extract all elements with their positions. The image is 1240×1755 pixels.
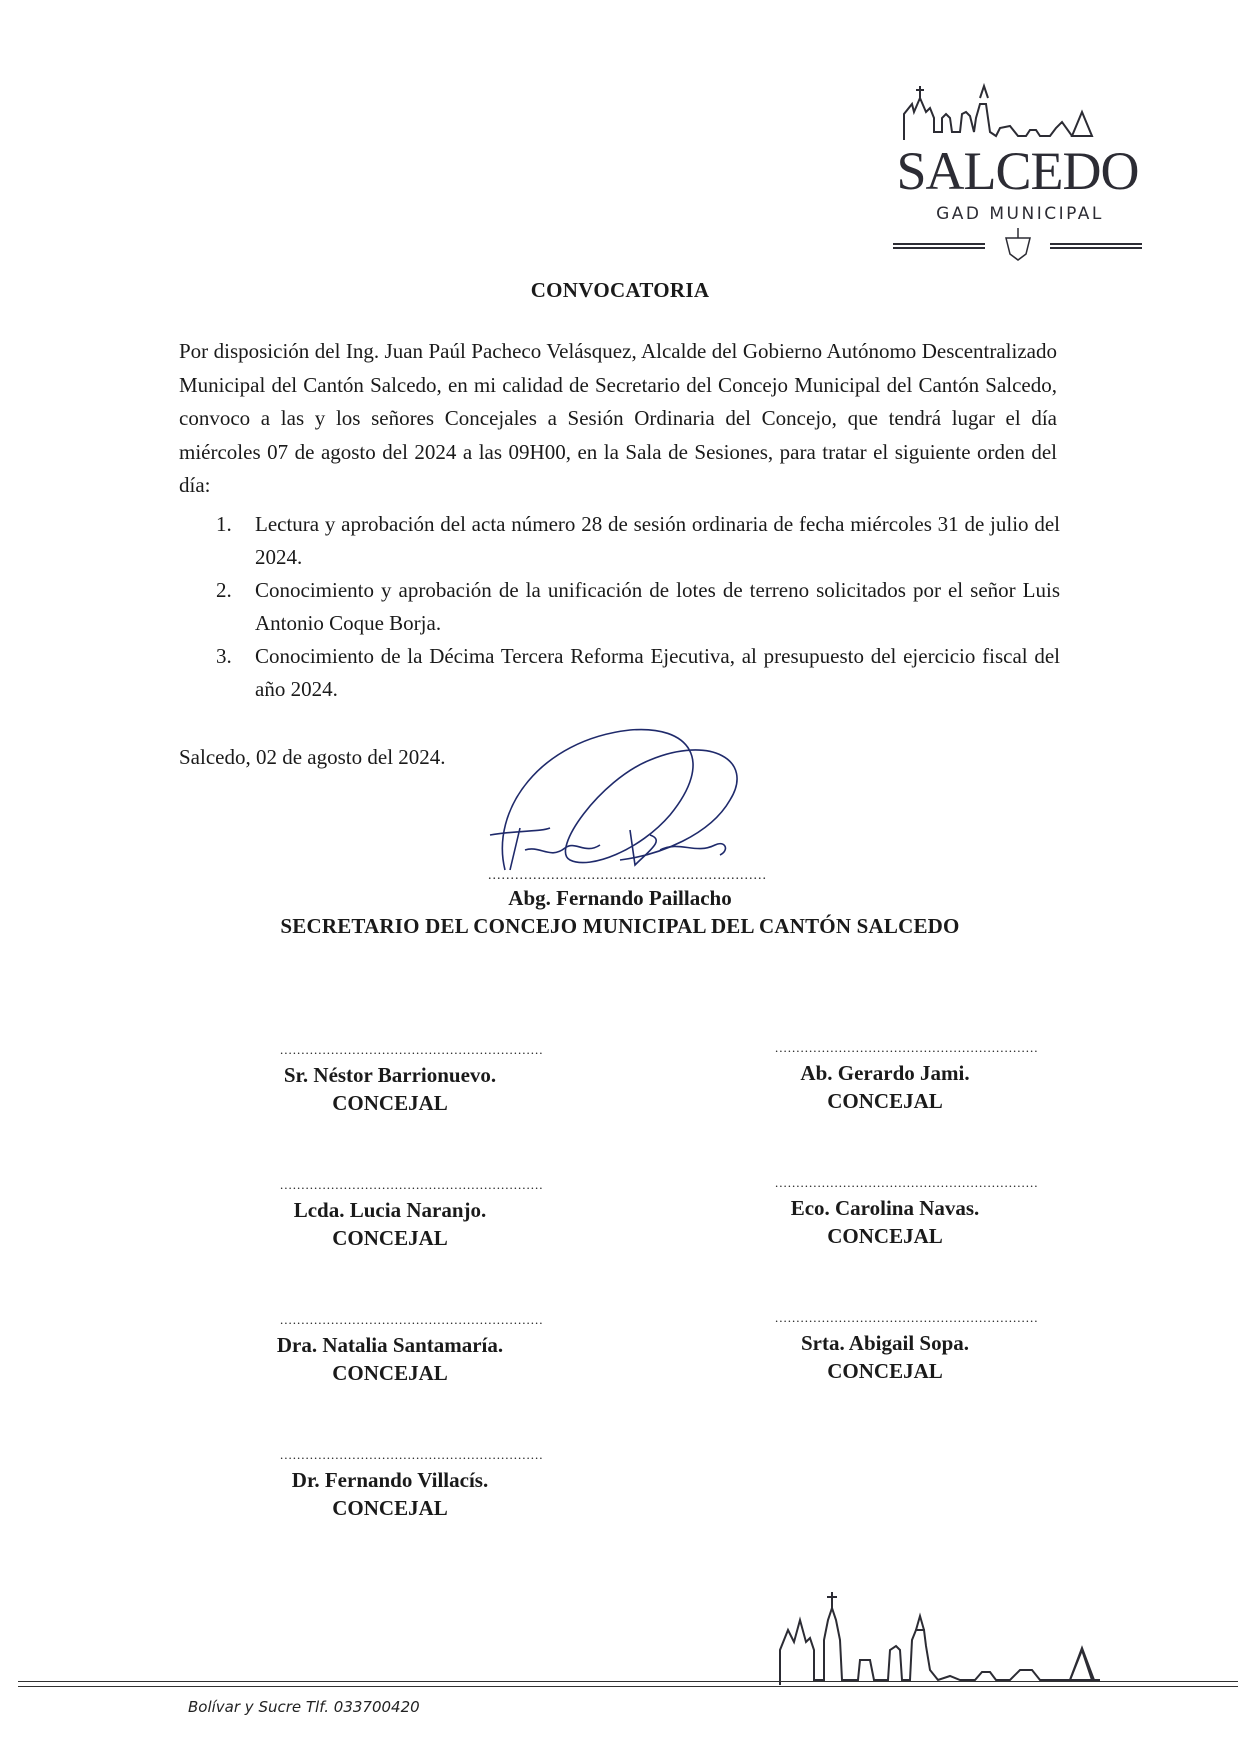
logo-subtitle: GAD MUNICIPAL (936, 204, 1104, 224)
handwritten-signature (480, 720, 767, 890)
council-signature-block (735, 1040, 1039, 1115)
council-member-role: CONCEJAL (827, 1089, 943, 1113)
document-body: Por disposición del Ing. Juan Paúl Pacheco Velásquez, Alcalde del Gobierno Autónomo Descentralizado Municipal del Cantón Salcedo, en mi calidad de Secretario del Concejo Municipal del Cantón Salcedo, convoco a las y los señores Concejales a Sesión Ordinaria del Concejo, que tendrá lugar el día miércoles 07 de agosto del 2024 a las 09H00, en la Sala de Sesiones, para tratar el siguiente orden del día: (179, 339, 1057, 497)
agenda-text: Conocimiento y aprobación de la unificación de lotes de terreno solicitados por el señor Luis Antonio Coque Borja. (255, 578, 1060, 635)
council-signature-block (735, 1310, 1039, 1385)
council-member-role: CONCEJAL (332, 1496, 448, 1520)
agenda-number: 2. (216, 578, 232, 602)
council-member-name: Srta. Abigail Sopa. (800, 1331, 970, 1355)
council-member-role: CONCEJAL (827, 1359, 943, 1383)
council-member-name: Sr. Néstor Barrionuevo. (283, 1063, 497, 1087)
footer-address: Bolívar y Sucre Tlf. 033700420 (188, 1698, 420, 1716)
council-member-role: CONCEJAL (332, 1361, 448, 1385)
council-member-name: Ab. Gerardo Jami. (800, 1061, 970, 1085)
council-signature-block (240, 1042, 544, 1117)
council-member-name: Dr. Fernando Villacís. (291, 1468, 489, 1492)
agenda-text: Lectura y aprobación del acta número 28 de sesión ordinaria de fecha miércoles 31 de julio del 2024. (255, 512, 1060, 569)
signature-line: .............................................................. (775, 1175, 1039, 1190)
council-member-role: CONCEJAL (332, 1226, 448, 1250)
council-member-name: Eco. Carolina Navas. (790, 1196, 980, 1220)
council-member-name: Lcda. Lucia Naranjo. (293, 1198, 487, 1222)
agenda-item (210, 574, 1060, 640)
agenda-number: 3. (216, 644, 232, 668)
council-member-role: CONCEJAL (827, 1224, 943, 1248)
place-date: Salcedo, 02 de agosto del 2024. (179, 745, 446, 769)
footer-skyline-icon (770, 1580, 1240, 1690)
footer-divider (18, 1681, 1238, 1682)
signature-line: .............................................................. (775, 1040, 1039, 1055)
signature-line: .............................................................. (280, 1177, 544, 1192)
signature-line: .............................................................. (280, 1447, 544, 1462)
agenda-list (210, 508, 1060, 706)
agenda-text: Conocimiento de la Décima Tercera Reforma Ejecutiva, al presupuesto del ejercicio fiscal del año 2024. (255, 644, 1060, 701)
council-signature-block (240, 1177, 544, 1252)
logo-name: SALCEDO (896, 141, 1139, 201)
signature-line: .............................................................. (775, 1310, 1039, 1325)
signature-line: .............................................................. (488, 868, 767, 883)
salcedo-logo (890, 78, 1150, 268)
signature-line: .............................................................. (280, 1042, 544, 1057)
document-title: CONVOCATORIA (530, 278, 710, 302)
coat-of-arms-icon (1006, 228, 1030, 260)
agenda-item (210, 508, 1060, 574)
council-signature-block (240, 1312, 544, 1387)
secretary-name: Abg. Fernando Paillacho (508, 886, 732, 910)
council-member-name: Dra. Natalia Santamaría. (276, 1333, 504, 1357)
agenda-item (210, 640, 1060, 706)
council-member-role: CONCEJAL (332, 1091, 448, 1115)
footer-divider (18, 1686, 1238, 1687)
agenda-number: 1. (216, 512, 232, 536)
secretary-role: SECRETARIO DEL CONCEJO MUNICIPAL DEL CANTÓN SALCEDO (280, 914, 960, 938)
council-signature-block (735, 1175, 1039, 1250)
council-signature-block (240, 1447, 544, 1522)
signature-line: .............................................................. (280, 1312, 544, 1327)
